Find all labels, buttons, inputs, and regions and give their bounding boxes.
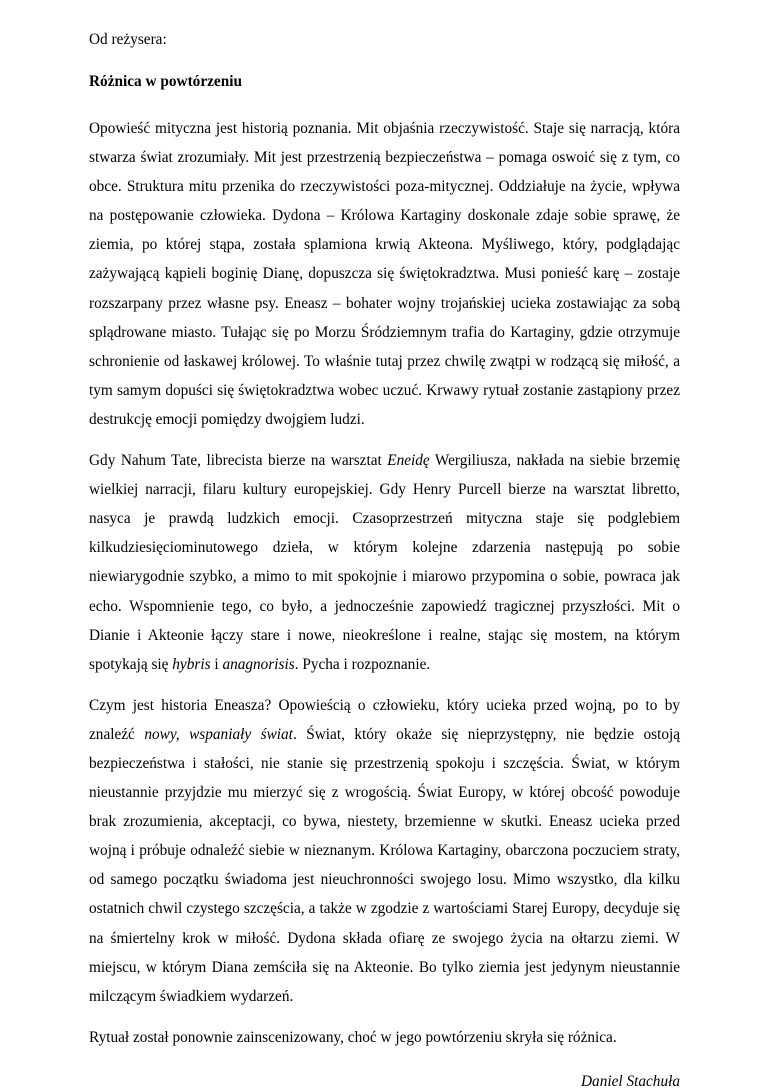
paragraph-2-term-hybris: hybris: [172, 655, 211, 673]
paragraph-2-text-c: i: [210, 655, 223, 673]
intro-line: Od reżysera:: [89, 31, 167, 48]
document-page: [89, 30, 680, 1092]
paragraph-3-text-a: Czym jest historia Eneasza? Opowieścią o człowieku, który ucieka przed wojną, po to by znaleźć: [89, 696, 680, 743]
paragraph-3-text-b: . Świat, który okaże się nieprzystępny, nie będzie ostoją bezpieczeństwa i stałości, nie stanie się przestrzenią spokoju i szczęścia. Świat, w którym nieustannie przyjdzie mu mierzyć się z wrogością. Świat Europy, w której obcość powoduje brak zrozumienia, akceptacji, co bywa, niestety, brzemienne w skutki. Eneasz ucieka przed wojną i próbuje odnaleźć siebie w nieznanym. Królowa Kartaginy, obarczona poczuciem straty, od samego początku świadoma jest nieuchronności swojego losu. Mimo wszystko, dla kilku ostatnich chwil czystego szczęścia, a także w zgodzie z wartościami Starej Europy, decyduje się na śmiertelny krok w miłość. Dydona składa ofiarę ze swojego życia na ołtarzu ziemi. W miejscu, w którym Diana zemściła się na Akteonie. Bo tylko ziemia jest jedynym nieustannie milczącym świadkiem wydarzeń.: [89, 725, 681, 1005]
paragraph-4: Rytuał został ponownie zainscenizowany, choć w jego powtórzeniu skryła się różnica.: [89, 1028, 617, 1046]
author-signature: Daniel Stachuła: [581, 1072, 680, 1090]
paragraph-3-phrase-italic: nowy, wspaniały świat: [144, 725, 293, 743]
document-title: Różnica w powtórzeniu: [89, 73, 242, 90]
paragraph-2-text-b: Wergiliusza, nakłada na siebie brzemię wielkiej narracji, filaru kultury europejskiej. Gdy Henry Purcell bierze na warsztat libretto, nasyca je prawdą ludzkich emocji. Czasoprzestrzeń mityczna staje się podglebiem kilkudziesięciominutowego dzieła, w którym kolejne zdarzenia następują po sobie niewiarygodnie szybko, a mimo to mit spokojnie i miarowo przypomina o sobie, powraca jak echo. Wspomnienie tego, co było, a jednocześnie zapowiedź tragicznej przyszłości. Mit o Dianie i Akteonie łączy stare i nowe, nieokreślone i realne, stając się mostem, na którym spotykają się: [89, 452, 680, 673]
paragraph-2-title-eneide: Eneidę: [387, 452, 430, 470]
paragraph-2-term-anagnorisis: anagnorisis: [222, 655, 295, 673]
paragraph-3: [89, 691, 680, 1011]
paragraph-1: Opowieść mityczna jest historią poznania. Mit objaśnia rzeczywistość. Staje się narracją, która stwarza świat zrozumiały. Mit jest przestrzenią bezpieczeństwa – pomaga oswoić się z tym, co obce. Struktura mitu przenika do rzeczywistości poza-mitycznej. Oddziałuje na życie, wpływa na postępowanie człowieka. Dydona – Królowa Kartaginy doskonale zdaje sobie sprawę, że ziemia, po której stąpa, została splamiona krwią Akteona. Myśliwego, który, podglądając zażywającą kąpieli boginię Dianę, dopuszcza się świętokradztwa. Musi ponieść karę – zostaje rozszarpany przez własne psy. Eneasz – bohater wojny trojańskiej ucieka zostawiając za sobą splądrowane miasto. Tułając się po Morzu Śródziemnym trafia do Kartaginy, gdzie otrzymuje schronienie od łaskawej królowej. To właśnie tutaj przez chwilę zwątpi w rodzącą się miłość, a tym samym dopuści się świętokradztwa wobec uczuć. Krwawy rytuał zostanie zastąpiony przez destrukcję emocji pomiędzy dwojgiem ludzi.: [89, 120, 680, 428]
paragraph-2-text-a: Gdy Nahum Tate, librecista bierze na warsztat: [89, 452, 388, 470]
paragraph-2-text-d: . Pycha i rozpoznanie.: [294, 655, 431, 673]
paragraph-2: [89, 446, 680, 679]
